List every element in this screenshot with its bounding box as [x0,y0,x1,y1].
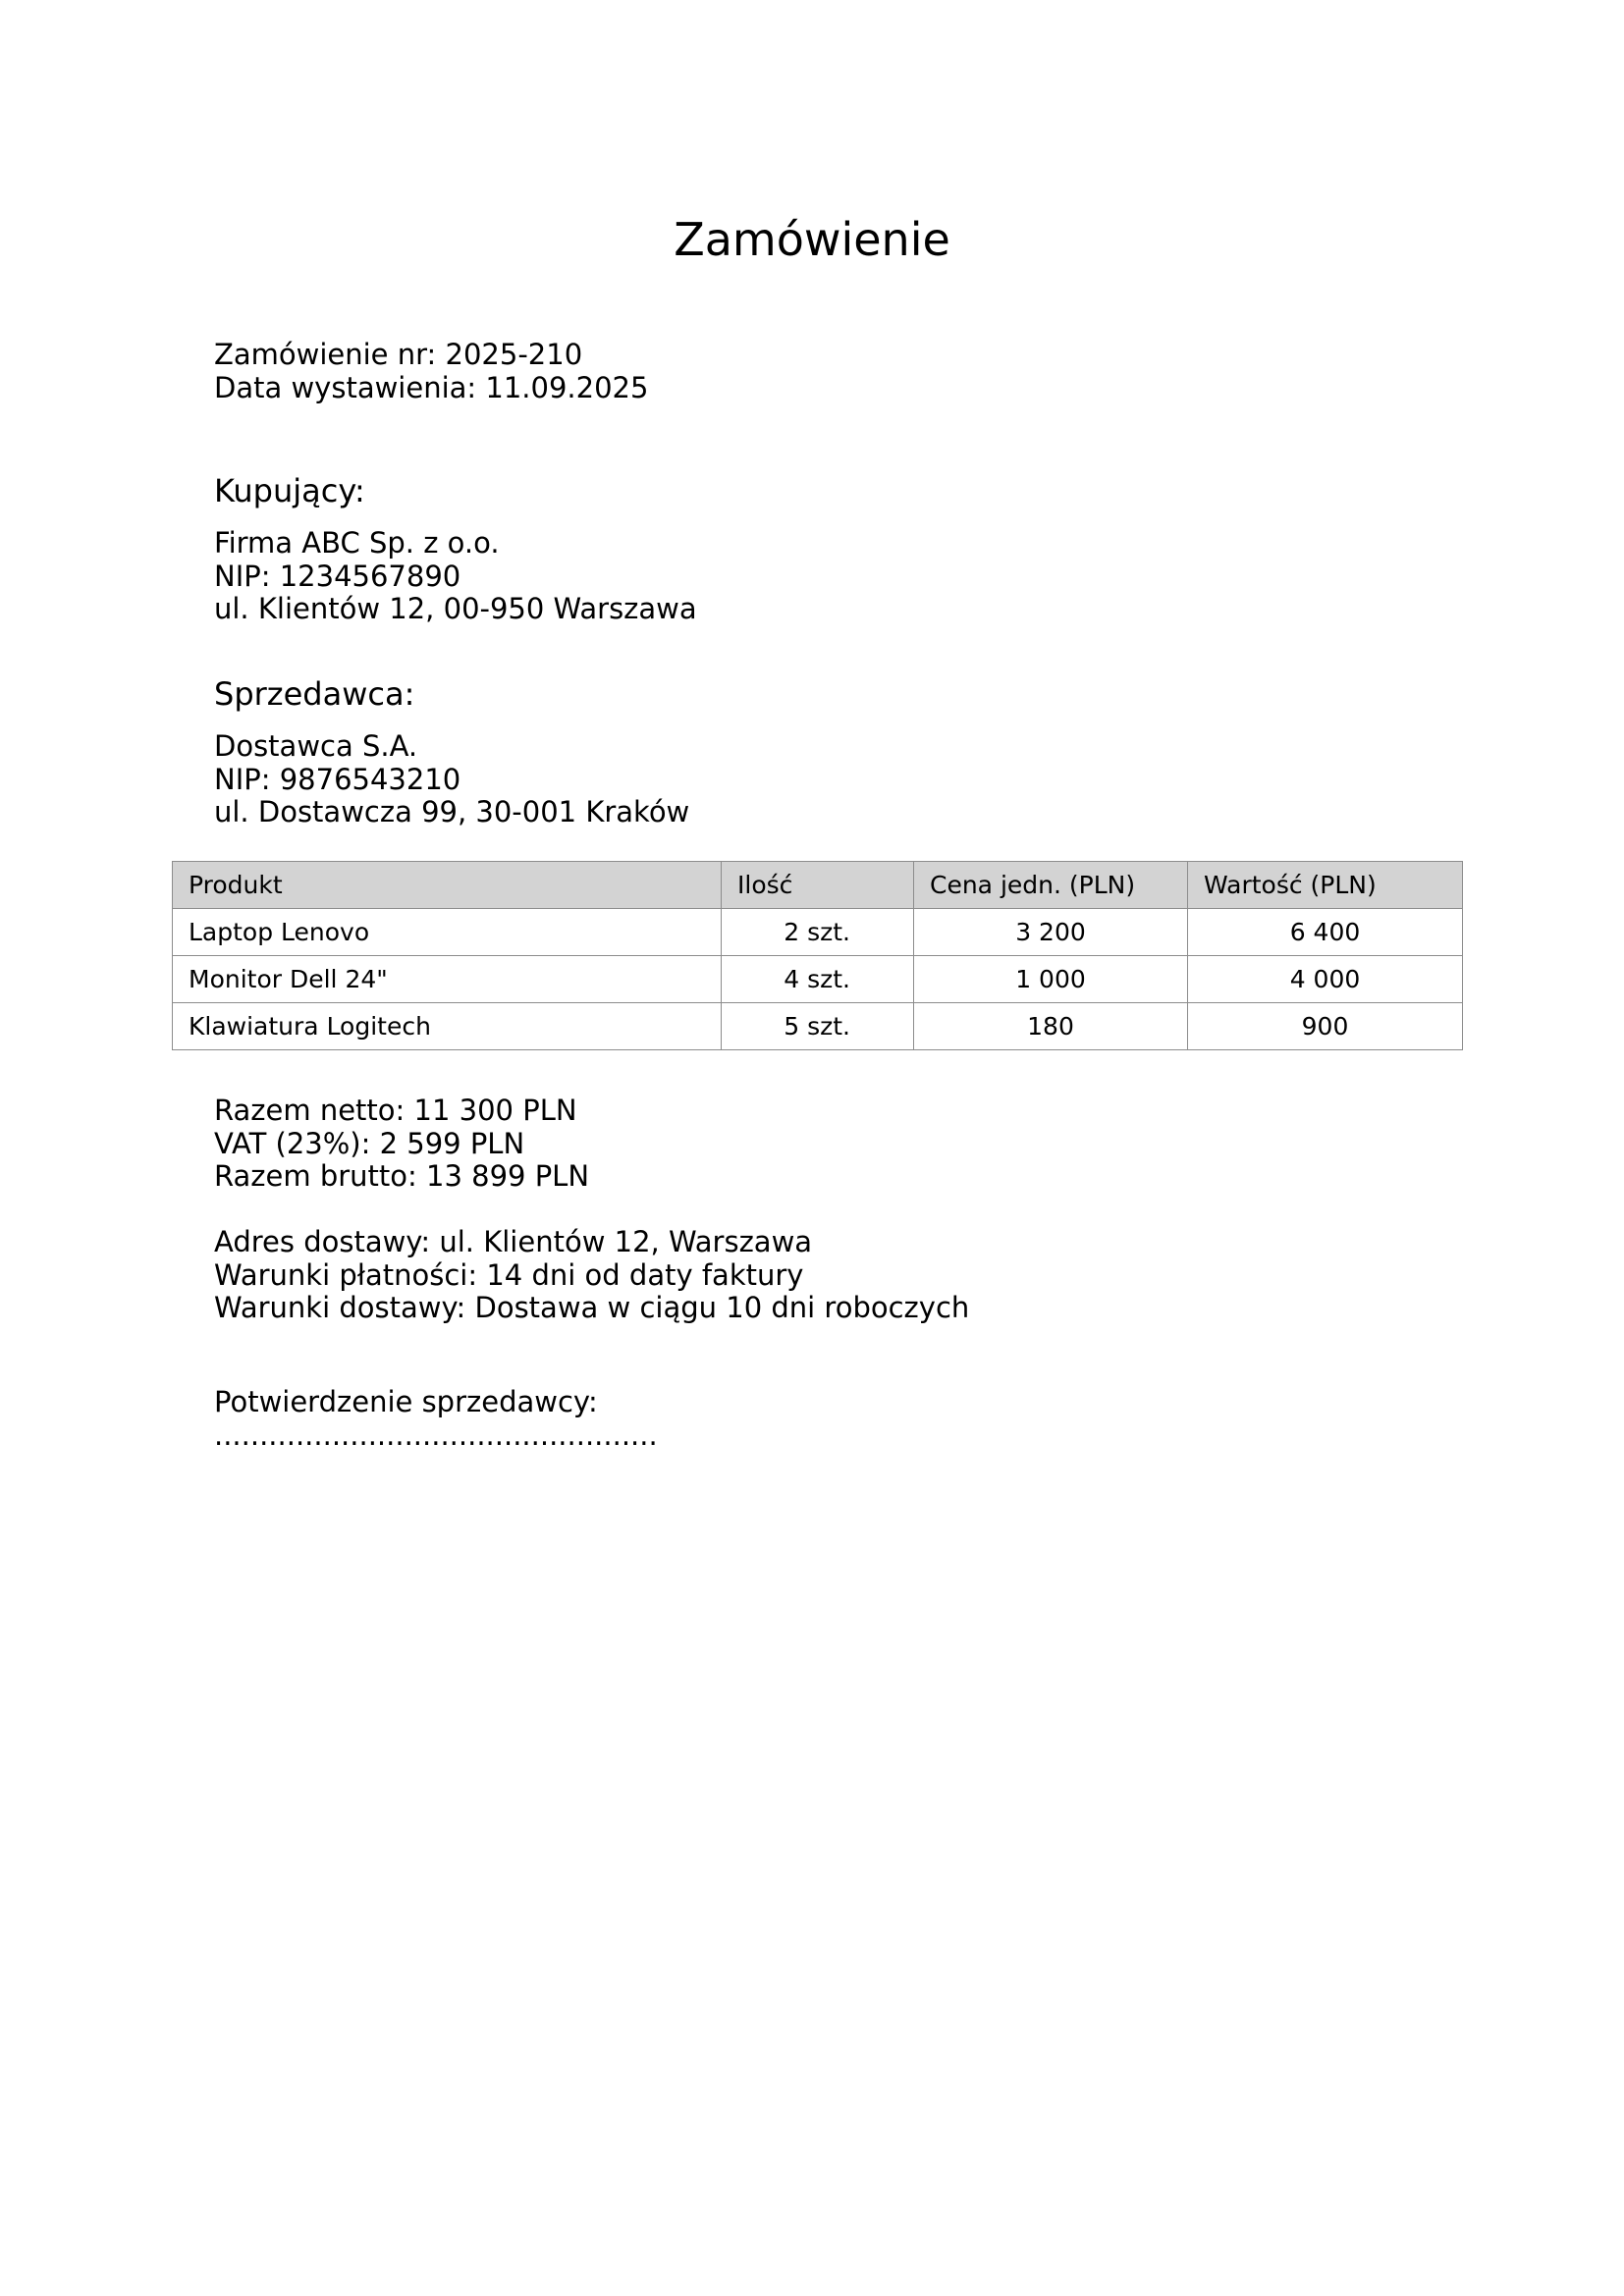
total-net: Razem netto: 11 300 PLN [214,1094,577,1127]
order-info [214,339,648,404]
table-row [173,956,1463,1003]
buyer-address: ul. Klientów 12, 00-950 Warszawa [214,592,697,625]
column-header-unit-price: Cena jedn. (PLN) [914,862,1188,909]
cell-product: Klawiatura Logitech [173,1003,722,1050]
table-header-row [173,862,1463,909]
order-number: Zamówienie nr: 2025-210 [214,338,583,371]
order-terms [214,1226,969,1325]
totals-summary [214,1095,589,1194]
seller-address: ul. Dostawcza 99, 30-001 Kraków [214,795,690,828]
seller-name: Dostawca S.A. [214,729,418,763]
confirmation-label: Potwierdzenie sprzedawcy: [214,1385,598,1418]
payment-terms: Warunki płatności: 14 dni od daty faktury [214,1257,804,1292]
total-vat: VAT (23%): 2 599 PLN [214,1126,525,1160]
cell-product: Laptop Lenovo [173,909,722,956]
cell-unit-price: 1 000 [914,956,1188,1003]
buyer-nip: NIP: 1234567890 [214,559,461,593]
buyer-details [214,527,697,626]
column-header-product: Produkt [173,862,722,909]
cell-value: 6 400 [1188,909,1463,956]
items-table [172,861,1463,1050]
issue-date: Data wystawienia: 11.09.2025 [214,370,649,404]
seller-nip: NIP: 9876543210 [214,762,461,796]
buyer-name: Firma ABC Sp. z o.o. [214,526,500,560]
buyer-heading: Kupujący: [214,472,365,509]
cell-unit-price: 180 [914,1003,1188,1050]
cell-value: 900 [1188,1003,1463,1050]
signature-line: ................................................. [214,1417,658,1452]
cell-quantity: 2 szt. [722,909,914,956]
cell-value: 4 000 [1188,956,1463,1003]
delivery-address: Adres dostawy: ul. Klientów 12, Warszawa [214,1225,813,1258]
table-row [173,909,1463,956]
cell-quantity: 5 szt. [722,1003,914,1050]
page-title: Zamówienie [674,213,950,266]
cell-quantity: 4 szt. [722,956,914,1003]
table-row [173,1003,1463,1050]
cell-product: Monitor Dell 24" [173,956,722,1003]
seller-heading: Sprzedawca: [214,675,415,713]
total-gross: Razem brutto: 13 899 PLN [214,1159,590,1193]
seller-details [214,730,689,829]
seller-confirmation [214,1386,658,1452]
column-header-quantity: Ilość [722,862,914,909]
delivery-terms: Warunki dostawy: Dostawa w ciągu 10 dni roboczych [214,1291,970,1324]
cell-unit-price: 3 200 [914,909,1188,956]
column-header-value: Wartość (PLN) [1188,862,1463,909]
